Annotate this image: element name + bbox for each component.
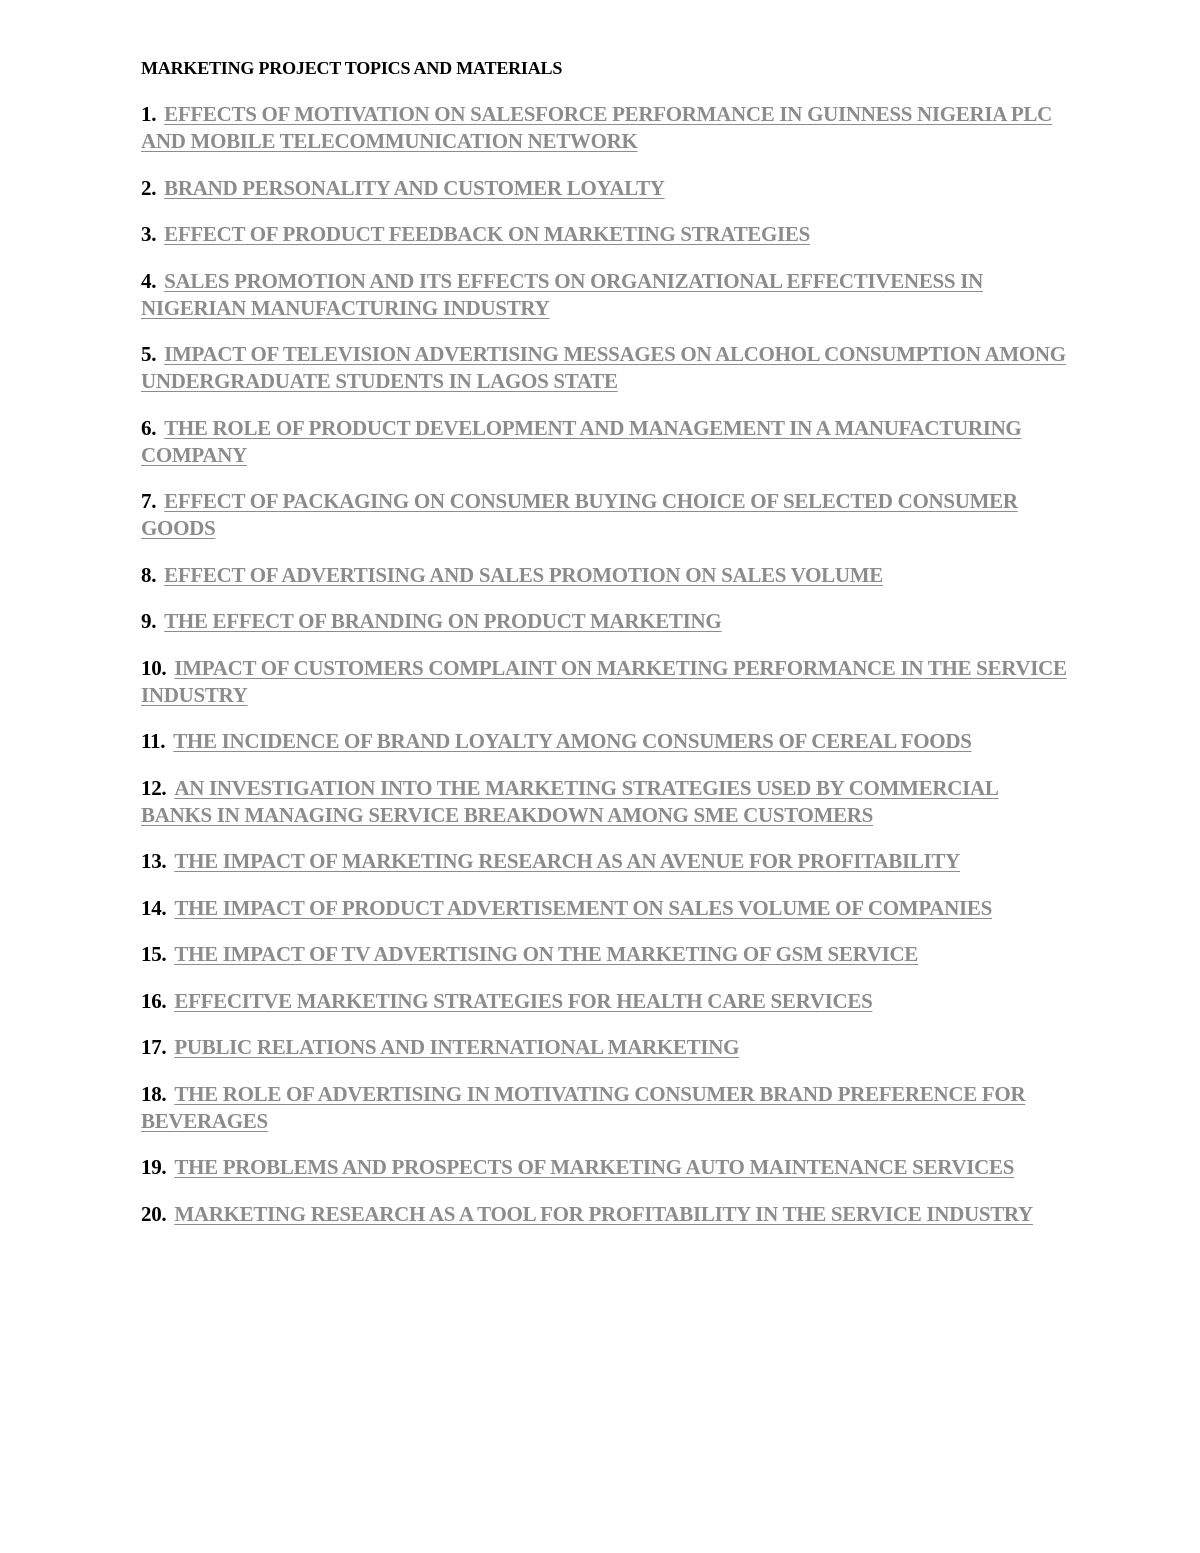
topic-link[interactable]: EFFECTS OF MOTIVATION ON SALESFORCE PERFORMANCE IN GUINNESS NIGERIA PLC AND MOBILE TELECOMMUNICATION NETWORK bbox=[141, 102, 1053, 153]
topic-item bbox=[141, 1154, 1071, 1181]
topic-link[interactable]: EFFECITVE MARKETING STRATEGIES FOR HEALTH CARE SERVICES bbox=[174, 988, 873, 1013]
topic-item bbox=[141, 1034, 1071, 1061]
topic-link[interactable]: EFFECT OF PACKAGING ON CONSUMER BUYING CHOICE OF SELECTED CONSUMER GOODS bbox=[141, 489, 1018, 540]
topic-list bbox=[141, 101, 1071, 1228]
topic-link[interactable]: EFFECT OF ADVERTISING AND SALES PROMOTION ON SALES VOLUME bbox=[164, 562, 883, 587]
topic-item bbox=[141, 415, 1071, 469]
topic-link[interactable]: AN INVESTIGATION INTO THE MARKETING STRATEGIES USED BY COMMERCIAL BANKS IN MANAGING SERVICE BREAKDOWN AMONG SME CUSTOMERS bbox=[141, 775, 999, 827]
topic-item bbox=[141, 562, 1071, 589]
topic-number: 14. bbox=[141, 895, 167, 920]
topic-number: 3. bbox=[141, 222, 157, 246]
topic-number: 11. bbox=[141, 729, 166, 753]
topic-link[interactable]: EFFECT OF PRODUCT FEEDBACK ON MARKETING STRATEGIES bbox=[164, 222, 810, 246]
topic-item bbox=[141, 268, 1071, 322]
topic-item bbox=[141, 488, 1071, 542]
topic-number: 12. bbox=[141, 775, 167, 800]
topic-link[interactable]: IMPACT OF TELEVISION ADVERTISING MESSAGES ON ALCOHOL CONSUMPTION AMONG UNDERGRADUATE STUDENTS IN LAGOS STATE bbox=[141, 342, 1066, 393]
topic-number: 13. bbox=[141, 849, 167, 873]
topic-link[interactable]: SALES PROMOTION AND ITS EFFECTS ON ORGANIZATIONAL EFFECTIVENESS IN NIGERIAN MANUFACTURING INDUSTRY bbox=[141, 268, 983, 320]
document-page bbox=[141, 56, 1071, 1247]
topic-item bbox=[141, 775, 1071, 829]
topic-item bbox=[141, 941, 1071, 968]
topic-link[interactable]: THE IMPACT OF PRODUCT ADVERTISEMENT ON SALES VOLUME OF COMPANIES bbox=[174, 895, 992, 920]
topic-number: 15. bbox=[141, 942, 167, 966]
topic-item bbox=[141, 728, 1071, 755]
topic-link[interactable]: IMPACT OF CUSTOMERS COMPLAINT ON MARKETING PERFORMANCE IN THE SERVICE INDUSTRY bbox=[141, 655, 1067, 707]
topic-number: 9. bbox=[141, 609, 157, 633]
topic-item bbox=[141, 175, 1071, 202]
topic-number: 7. bbox=[141, 489, 157, 513]
topic-link[interactable]: THE PROBLEMS AND PROSPECTS OF MARKETING AUTO MAINTENANCE SERVICES bbox=[174, 1155, 1015, 1179]
topic-item bbox=[141, 848, 1071, 875]
topic-link[interactable]: THE EFFECT OF BRANDING ON PRODUCT MARKETING bbox=[164, 609, 722, 633]
topic-number: 5. bbox=[141, 342, 157, 366]
topic-link[interactable]: THE IMPACT OF TV ADVERTISING ON THE MARKETING OF GSM SERVICE bbox=[174, 942, 919, 966]
topic-number: 2. bbox=[141, 175, 157, 200]
topic-item bbox=[141, 221, 1071, 248]
topic-link[interactable]: BRAND PERSONALITY AND CUSTOMER LOYALTY bbox=[164, 175, 665, 200]
topic-link[interactable]: THE ROLE OF ADVERTISING IN MOTIVATING CONSUMER BRAND PREFERENCE FOR BEVERAGES bbox=[141, 1081, 1026, 1133]
topic-link[interactable]: THE IMPACT OF MARKETING RESEARCH AS AN AVENUE FOR PROFITABILITY bbox=[174, 849, 960, 873]
topic-item bbox=[141, 895, 1071, 922]
document-title: MARKETING PROJECT TOPICS AND MATERIALS bbox=[141, 58, 563, 78]
topic-item bbox=[141, 655, 1071, 709]
topic-link[interactable]: THE ROLE OF PRODUCT DEVELOPMENT AND MANAGEMENT IN A MANUFACTURING COMPANY bbox=[141, 415, 1022, 467]
topic-item bbox=[141, 341, 1071, 395]
topic-number: 6. bbox=[141, 415, 157, 440]
topic-item bbox=[141, 1201, 1071, 1228]
topic-number: 19. bbox=[141, 1155, 167, 1179]
topic-number: 17. bbox=[141, 1035, 167, 1059]
topic-number: 18. bbox=[141, 1081, 167, 1106]
topic-number: 16. bbox=[141, 988, 167, 1013]
topic-number: 1. bbox=[141, 102, 157, 126]
topic-link[interactable]: MARKETING RESEARCH AS A TOOL FOR PROFITABILITY IN THE SERVICE INDUSTRY bbox=[174, 1201, 1033, 1226]
topic-number: 10. bbox=[141, 655, 167, 680]
topic-item bbox=[141, 101, 1071, 155]
topic-item bbox=[141, 1081, 1071, 1135]
topic-link[interactable]: THE INCIDENCE OF BRAND LOYALTY AMONG CONSUMERS OF CEREAL FOODS bbox=[173, 729, 972, 753]
topic-item bbox=[141, 988, 1071, 1015]
topic-number: 20. bbox=[141, 1201, 167, 1226]
topic-number: 8. bbox=[141, 562, 157, 587]
topic-item bbox=[141, 608, 1071, 635]
topic-link[interactable]: PUBLIC RELATIONS AND INTERNATIONAL MARKETING bbox=[174, 1035, 740, 1059]
topic-number: 4. bbox=[141, 268, 157, 293]
